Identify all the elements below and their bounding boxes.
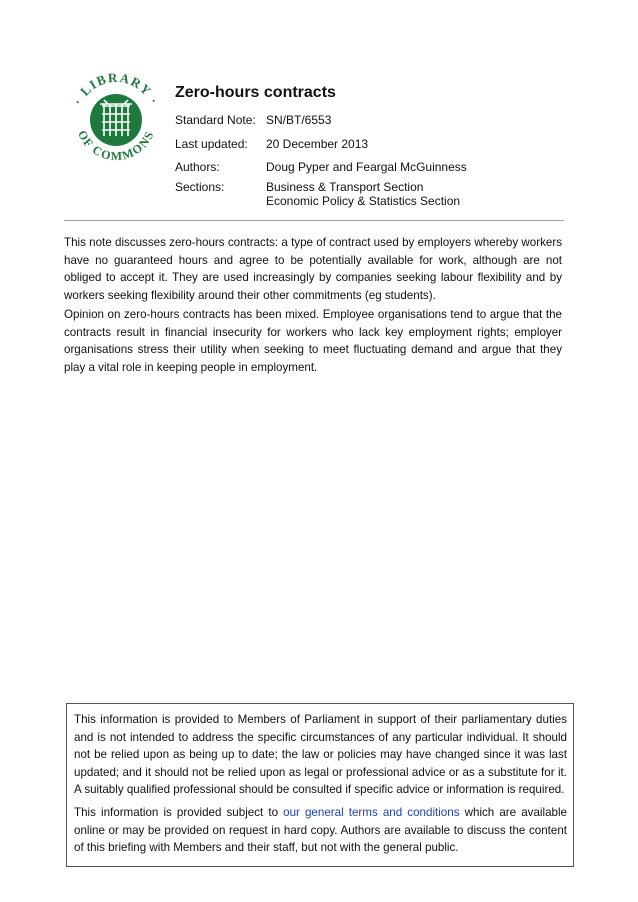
meta-value: SN/BT/6553 (266, 113, 332, 127)
disclaimer-text-after-link: which are available online or may be provided on request in hard copy. Authors are available to discuss the content of this briefing with Members and their staff, but not with the general public. (74, 805, 567, 855)
meta-label: Standard Note: (175, 113, 256, 127)
meta-label: Sections: (175, 180, 225, 194)
logo-ring-top-text: · LIBRARY · (69, 69, 163, 108)
house-of-commons-library-logo (64, 68, 168, 172)
meta-value-secondary: Economic Policy & Statistics Section (266, 194, 461, 208)
summary-paragraph-2: Opinion on zero-hours contracts has been mixed. Employee organisations tend to argue that the contracts result in financial insecurity for workers who lack key employment rights; employer organisations stress their utility when seeking to meet fluctuating demand and argue that they play a vital role in keeping people in employment. (64, 308, 562, 374)
meta-value: Doug Pyper and Feargal McGuinness (266, 160, 467, 174)
document-title: Zero-hours contracts (175, 84, 336, 101)
logo-ring-bottom-text: OF COMMONS (75, 127, 157, 164)
disclaimer-box (66, 703, 574, 867)
meta-label: Last updated: (175, 137, 248, 151)
disclaimer-text-before-link: This information is provided subject to (74, 805, 284, 819)
summary-paragraph-1: This note discusses zero-hours contracts: a type of contract used by employers whereby workers have no guaranteed hours and agree to be potentially available for work, although are not obliged to accept it. They are used increasingly by companies seeking labour flexibility and by workers seeking flexibility around their other commitments (eg students). (64, 236, 562, 302)
disclaimer-paragraph-1: This information is provided to Members of Parliament in support of their parliamentary duties and is not intended to address the specific circumstances of any particular individual. It should not be relied upon as being up to date; the law or policies may have changed since it was last updated; and it should not be relied upon as legal or professional advice or as a substitute for it. A suitably qualified professional should be consulted if specific advice or information is required. (74, 713, 567, 797)
meta-value: 20 December 2013 (266, 137, 369, 151)
meta-value: Business & Transport Section (266, 180, 424, 194)
disclaimer-paragraph-2 (74, 804, 567, 857)
header-divider (64, 220, 564, 221)
terms-and-conditions-link[interactable]: our general terms and conditions (283, 805, 460, 819)
meta-label: Authors: (175, 160, 220, 174)
